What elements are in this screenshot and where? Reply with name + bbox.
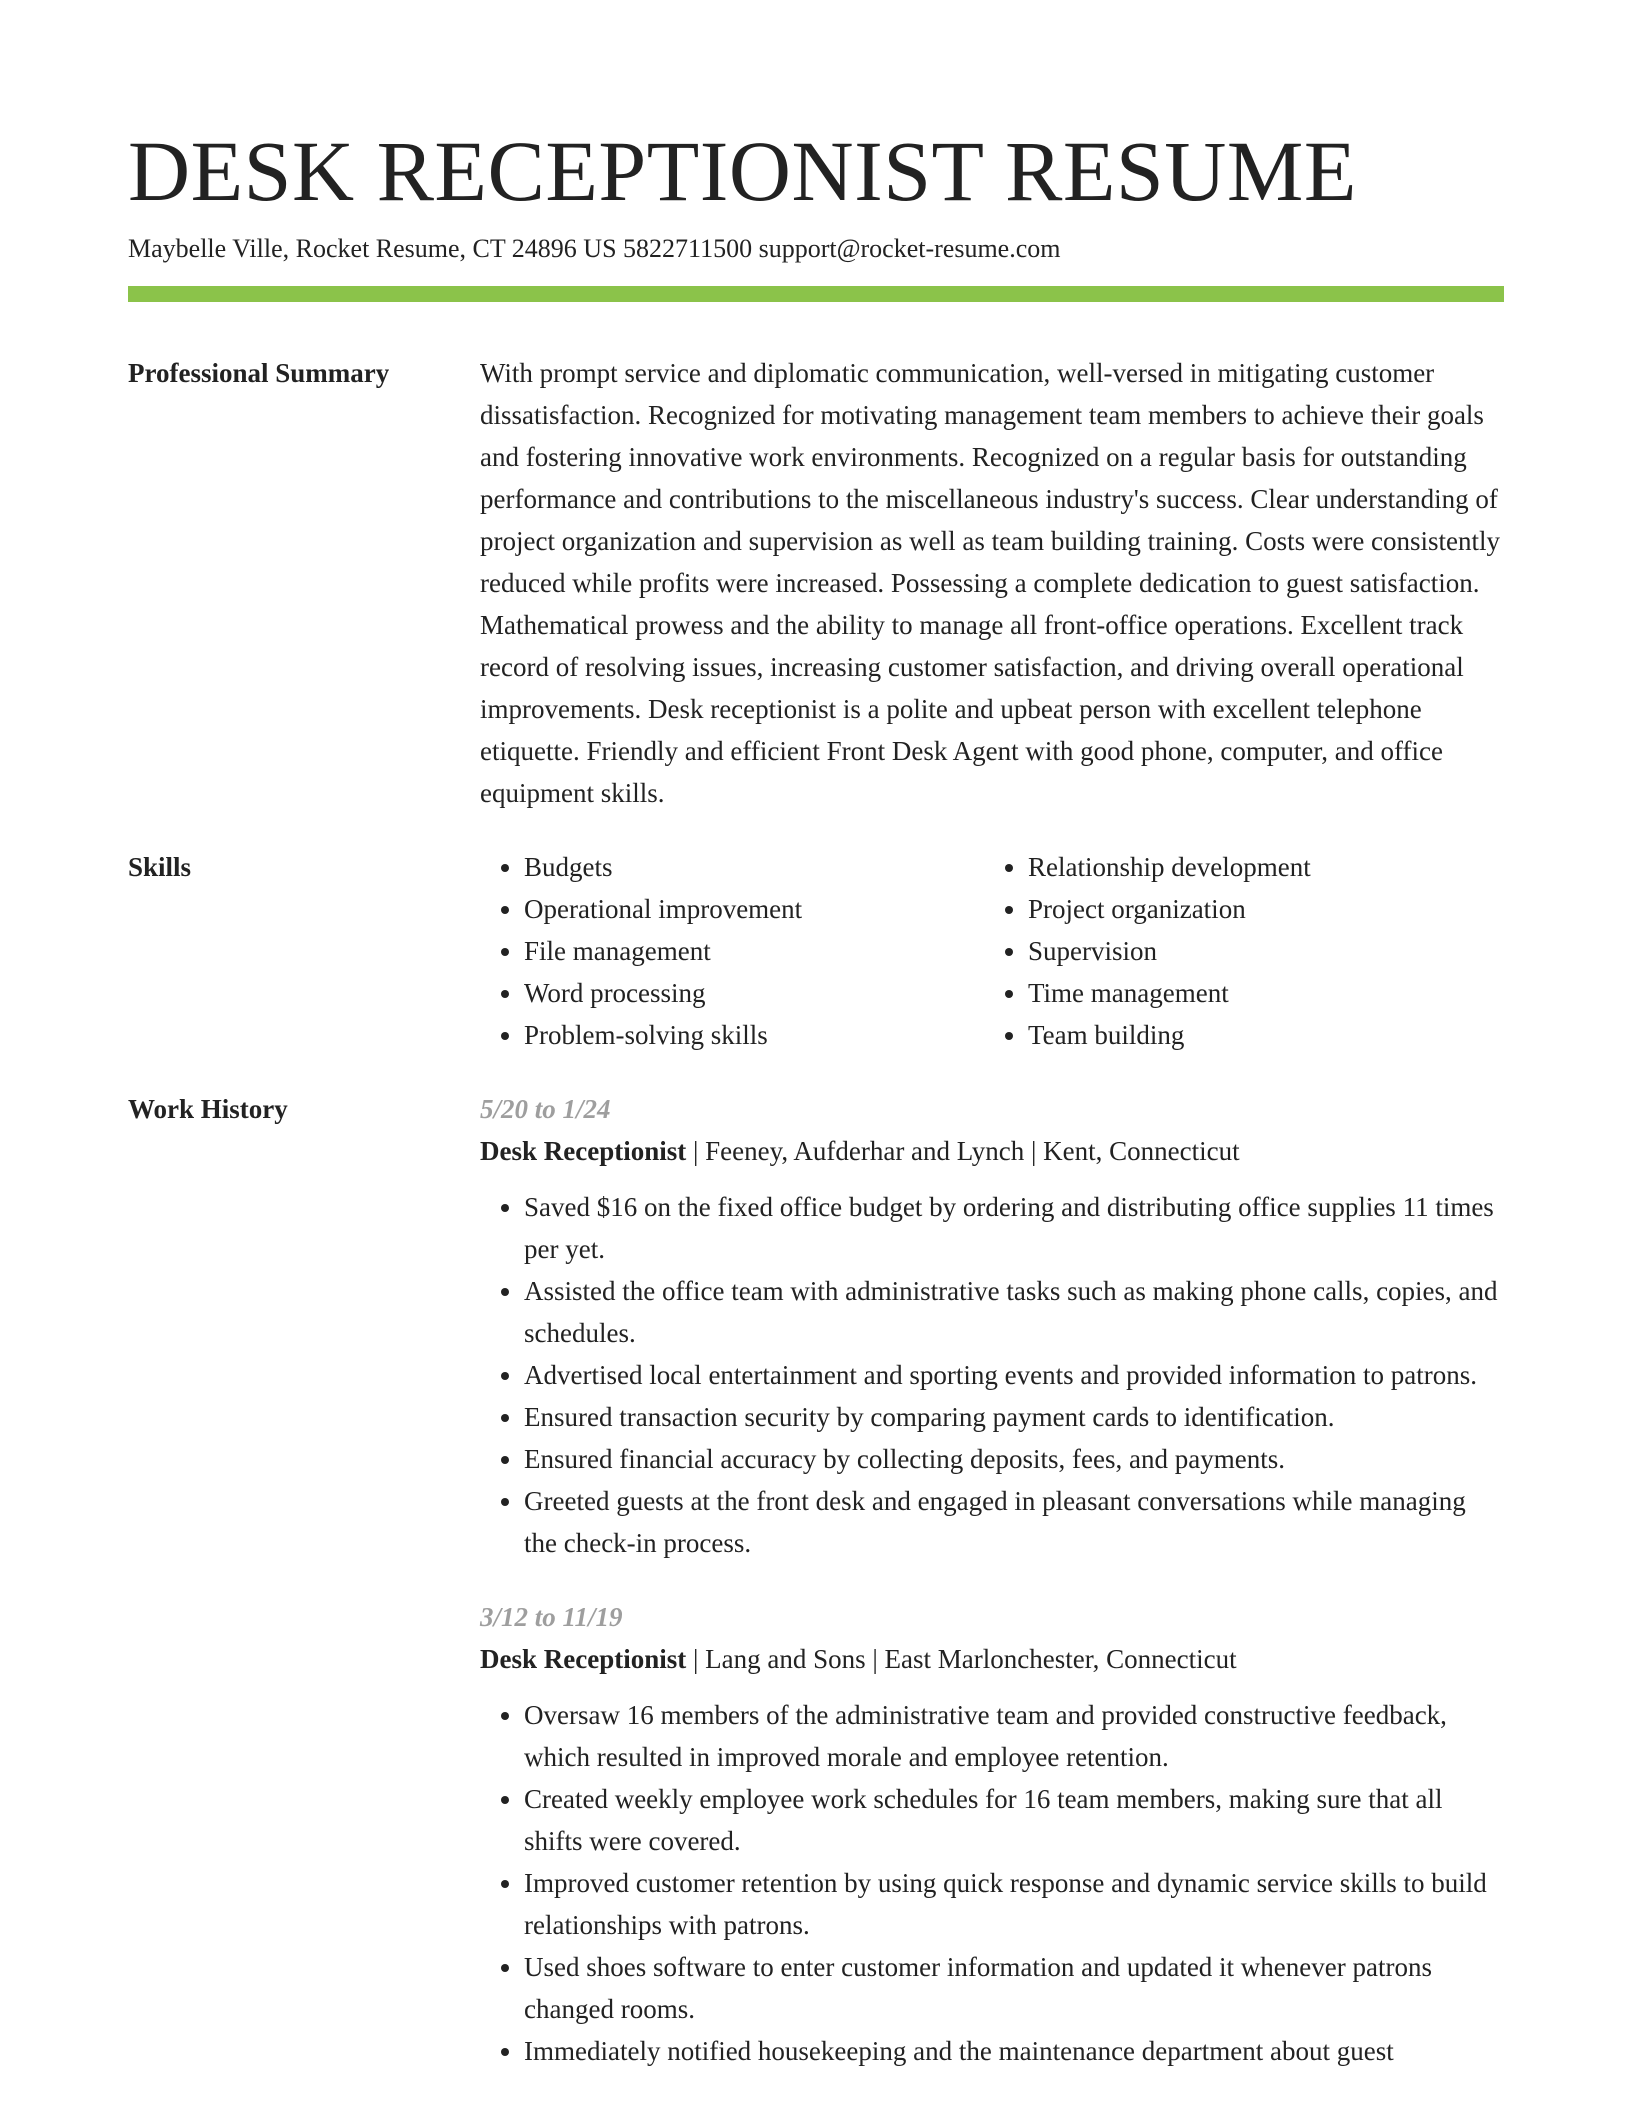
section-label-work-history: Work History	[128, 1094, 288, 1124]
job-bullet: • Ensured financial accuracy by collecting deposits, fees, and payments.	[524, 1438, 1504, 1480]
skill-item: • Supervision	[1028, 930, 1488, 972]
job-bullet: • Used shoes software to enter customer information and updated it whenever patrons changed rooms.	[524, 1946, 1504, 2030]
section-label-skills: Skills	[128, 852, 192, 882]
job-dates: 3/12 to 11/19	[480, 1602, 623, 1632]
resume-title: DESK RECEPTIONIST RESUME	[128, 123, 1357, 219]
job-heading	[480, 1638, 1504, 1680]
section-label-summary: Professional Summary	[128, 358, 390, 388]
skill-item: • Relationship development	[1028, 846, 1488, 888]
skill-item: • Project organization	[1028, 888, 1488, 930]
section-professional-summary	[128, 352, 1504, 814]
skill-item: • Budgets	[524, 846, 984, 888]
accent-divider	[128, 286, 1504, 302]
job-bullet: • Ensured transaction security by comparing payment cards to identification.	[524, 1396, 1504, 1438]
job-entry	[480, 1088, 1504, 1564]
job-bullet-list	[480, 1186, 1504, 1564]
job-employer-location: | Feeney, Aufderhar and Lynch | Kent, Connecticut	[686, 1136, 1240, 1166]
skill-item: • Time management	[1028, 972, 1488, 1014]
job-bullet: • Assisted the office team with administrative tasks such as making phone calls, copies, and schedules.	[524, 1270, 1504, 1354]
section-skills	[128, 846, 1504, 1056]
job-entry	[480, 1596, 1504, 2072]
summary-text: With prompt service and diplomatic communication, well-versed in mitigating customer dissatisfaction. Recognized for motivating management team members to achieve their goals and fostering innovative work environments. Recognized on a regular basis for outstanding performance and contributions to the miscellaneous industry's success. Clear understanding of project organization and supervision as well as team building training. Costs were consistently reduced while profits were increased. Possessing a complete dedication to guest satisfaction. Mathematical prowess and the ability to manage all front-office operations. Excellent track record of resolving issues, increasing customer satisfaction, and driving overall operational improvements. Desk receptionist is a polite and upbeat person with excellent telephone etiquette. Friendly and efficient Front Desk Agent with good phone, computer, and office equipment skills.	[480, 358, 1501, 808]
skill-item: • Word processing	[524, 972, 984, 1014]
work-history-body	[480, 1088, 1504, 2072]
job-bullet: • Oversaw 16 members of the administrative team and provided constructive feedback, which resulted in improved morale and employee retention.	[524, 1694, 1504, 1778]
job-dates: 5/20 to 1/24	[480, 1094, 611, 1124]
skill-item: • Team building	[1028, 1014, 1488, 1056]
job-bullet: • Improved customer retention by using quick response and dynamic service skills to build relationships with patrons.	[524, 1862, 1504, 1946]
skill-item: • Problem-solving skills	[524, 1014, 984, 1056]
job-bullet-list	[480, 1694, 1504, 2072]
skill-item: • Operational improvement	[524, 888, 984, 930]
job-bullet: • Greeted guests at the front desk and engaged in pleasant conversations while managing the check-in process.	[524, 1480, 1504, 1564]
skills-list-left	[480, 846, 984, 1056]
section-work-history	[128, 1088, 1504, 2072]
skills-columns	[480, 846, 1504, 1056]
resume-page	[128, 0, 1504, 2072]
job-bullet: • Saved $16 on the fixed office budget by ordering and distributing office supplies 11 times per yet.	[524, 1186, 1504, 1270]
job-title: Desk Receptionist	[480, 1136, 687, 1166]
skills-list-right	[984, 846, 1488, 1056]
job-employer-location: | Lang and Sons | East Marlonchester, Connecticut	[686, 1644, 1237, 1674]
contact-line: Maybelle Ville, Rocket Resume, CT 24896 US 5822711500 support@rocket-resume.com	[128, 234, 1061, 263]
job-bullet: • Created weekly employee work schedules for 16 team members, making sure that all shifts were covered.	[524, 1778, 1504, 1862]
skill-item: • File management	[524, 930, 984, 972]
job-title: Desk Receptionist	[480, 1644, 687, 1674]
job-heading	[480, 1130, 1504, 1172]
job-bullet: • Immediately notified housekeeping and the maintenance department about guest	[524, 2030, 1504, 2072]
job-bullet: • Advertised local entertainment and sporting events and provided information to patrons.	[524, 1354, 1504, 1396]
